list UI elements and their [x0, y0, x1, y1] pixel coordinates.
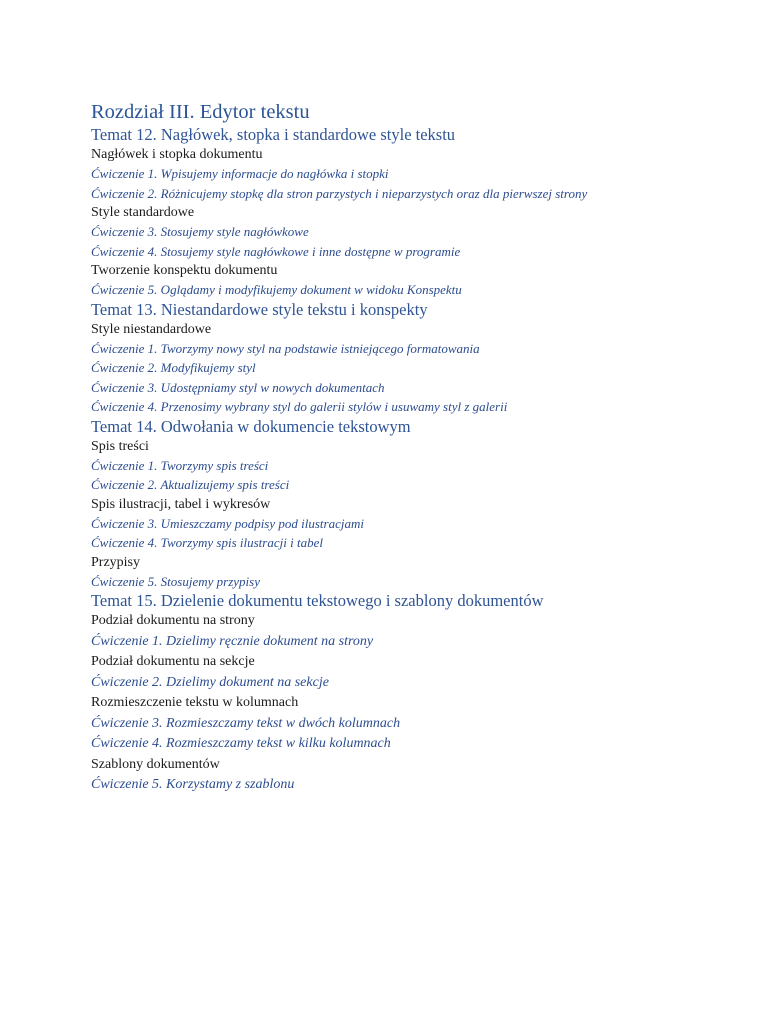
section-heading: Spis ilustracji, tabel i wykresów: [91, 496, 271, 512]
section-heading: Style standardowe: [91, 205, 195, 220]
section-heading: Spis treści: [91, 438, 149, 454]
section-heading: Podział dokumentu na sekcje: [91, 654, 255, 669]
exercise-item: Ćwiczenie 2. Aktualizujemy spis treści: [91, 477, 290, 492]
section-heading: Przypisy: [91, 554, 140, 570]
exercise-item: Ćwiczenie 5. Korzystamy z szablonu: [91, 777, 295, 792]
exercise-item: Ćwiczenie 5. Stosujemy przypisy: [91, 573, 260, 589]
exercise-item: Ćwiczenie 2. Różnicujemy stopkę dla stron parzystych i nieparzystych oraz dla pierwszej strony: [91, 185, 588, 201]
exercise-item: Ćwiczenie 3. Umieszczamy podpisy pod ilustracjami: [91, 515, 364, 531]
exercise-item: Ćwiczenie 4. Tworzymy spis ilustracji i tabel: [91, 535, 323, 550]
exercise-item: Ćwiczenie 5. Oglądamy i modyfikujemy dokument w widoku Konspektu: [91, 282, 462, 297]
exercise-item: Ćwiczenie 1. Tworzymy nowy styl na podstawie istniejącego formatowania: [91, 340, 480, 356]
chapter-heading: Rozdział III. Edytor tekstu: [91, 101, 310, 123]
exercise-item: Ćwiczenie 4. Stosujemy style nagłówkowe i inne dostępne w programie: [91, 243, 461, 259]
exercise-item: Ćwiczenie 3. Rozmieszczamy tekst w dwóch kolumnach: [91, 715, 401, 731]
exercise-item: Ćwiczenie 1. Wpisujemy informacje do nagłówka i stopki: [91, 166, 389, 181]
exercise-item: Ćwiczenie 1. Tworzymy spis treści: [91, 457, 269, 473]
exercise-item: Ćwiczenie 3. Udostępniamy styl w nowych dokumentach: [91, 379, 385, 395]
exercise-item: Ćwiczenie 4. Przenosimy wybrany styl do galerii stylów i usuwamy styl z galerii: [91, 399, 508, 414]
section-heading: Nagłówek i stopka dokumentu: [91, 147, 263, 162]
exercise-item: Ćwiczenie 4. Rozmieszczamy tekst w kilku kolumnach: [91, 736, 391, 751]
document-page: [91, 100, 751, 796]
topic-14-heading: Temat 14. Odwołania w dokumencie tekstowym: [91, 416, 411, 436]
section-heading: Tworzenie konspektu dokumentu: [91, 263, 278, 278]
section-heading: Szablony dokumentów: [91, 756, 220, 772]
topic-13-heading: Temat 13. Niestandardowe style tekstu i konspekty: [91, 299, 428, 319]
section-heading: Rozmieszczenie tekstu w kolumnach: [91, 695, 299, 710]
section-heading: Podział dokumentu na strony: [91, 613, 255, 628]
topic-15-heading: Temat 15. Dzielenie dokumentu tekstowego i szablony dokumentów: [91, 591, 544, 610]
exercise-item: Ćwiczenie 2. Modyfikujemy styl: [91, 360, 256, 375]
exercise-item: Ćwiczenie 1. Dzielimy ręcznie dokument na strony: [91, 633, 374, 649]
topic-12-heading: Temat 12. Nagłówek, stopka i standardowe style tekstu: [91, 125, 456, 144]
section-heading: Style niestandardowe: [91, 321, 212, 337]
exercise-item: Ćwiczenie 3. Stosujemy style nagłówkowe: [91, 224, 309, 239]
exercise-item: Ćwiczenie 2. Dzielimy dokument na sekcje: [91, 674, 329, 690]
